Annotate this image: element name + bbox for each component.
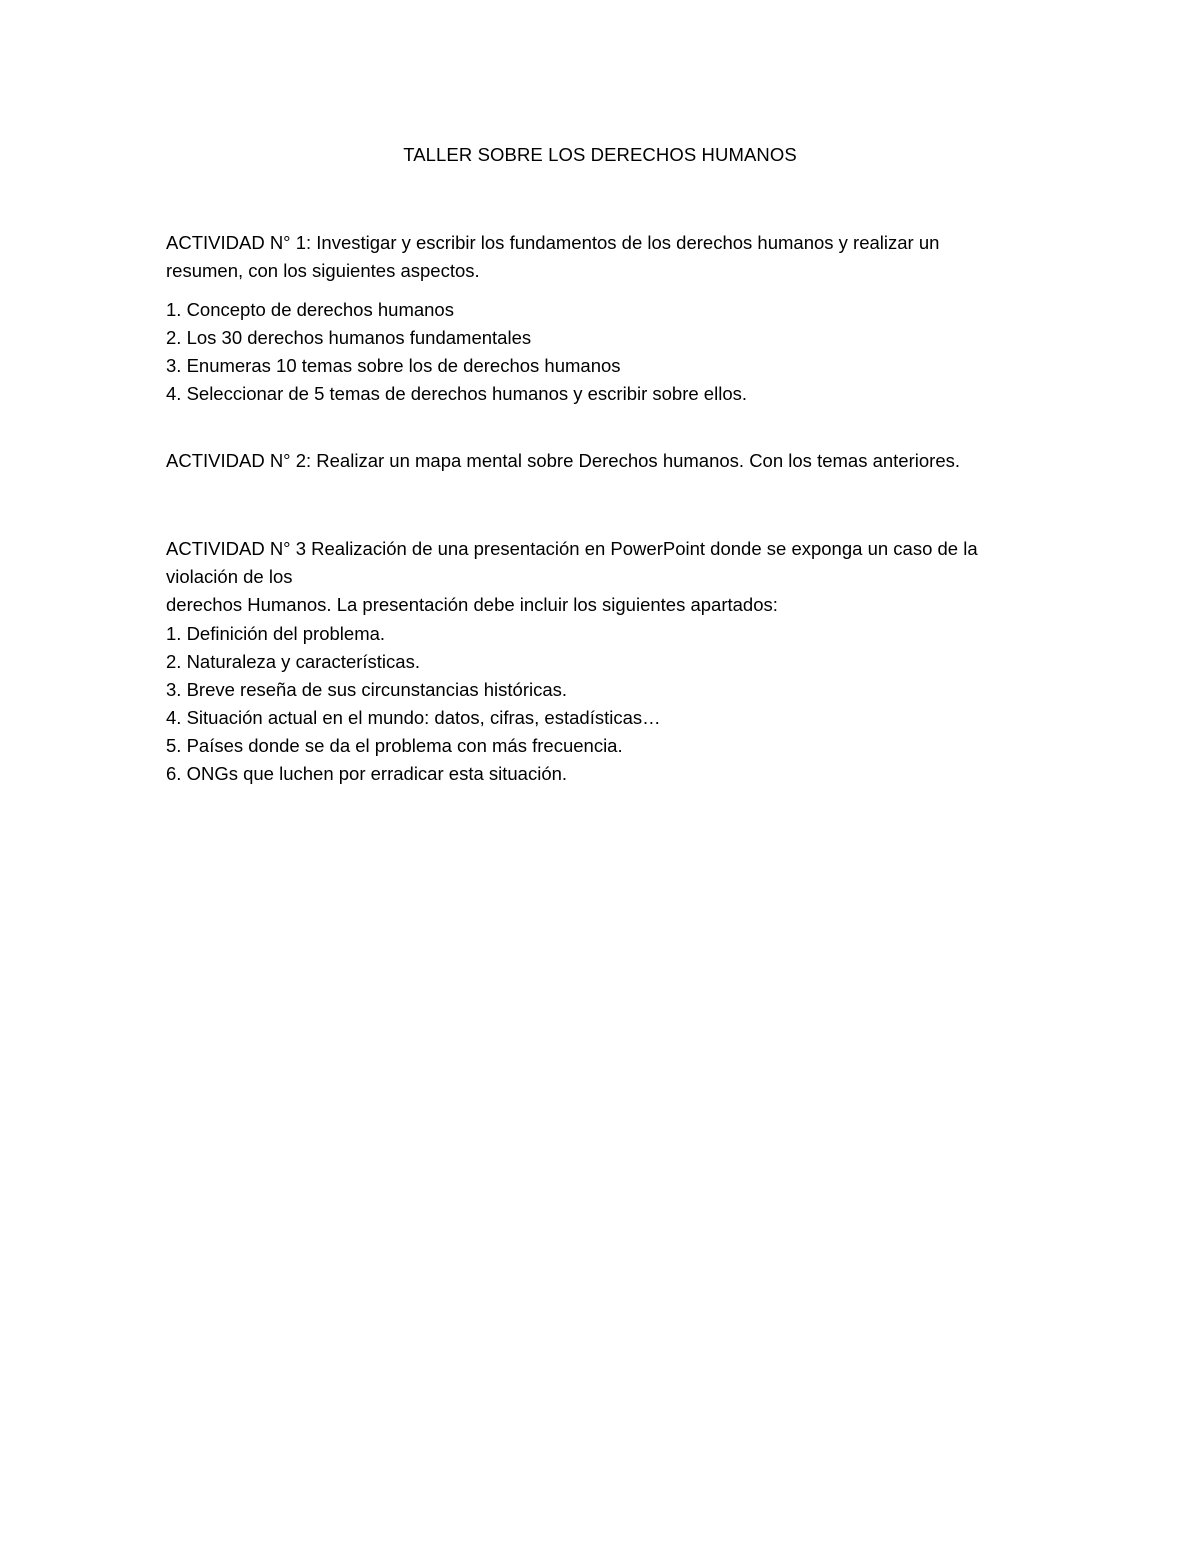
list-item: 4. Situación actual en el mundo: datos, cifras, estadísticas… xyxy=(166,707,661,728)
activity-3-intro-line: violación de los xyxy=(166,566,293,587)
activity-3-intro xyxy=(166,535,1046,619)
list-item: 4. Seleccionar de 5 temas de derechos humanos y escribir sobre ellos. xyxy=(166,383,747,404)
activity-2-text: ACTIVIDAD N° 2: Realizar un mapa mental sobre Derechos humanos. Con los temas anteriores. xyxy=(166,450,960,471)
activity-1-intro-line: resumen, con los siguientes aspectos. xyxy=(166,260,480,281)
activity-1-intro-line: ACTIVIDAD N° 1: Investigar y escribir los fundamentos de los derechos humanos y realizar un xyxy=(166,232,940,253)
list-item: 2. Los 30 derechos humanos fundamentales xyxy=(166,327,532,348)
list-item: 2. Naturaleza y características. xyxy=(166,651,420,672)
activity-2 xyxy=(166,447,1046,475)
activity-3-list xyxy=(166,620,1046,788)
list-item: 3. Breve reseña de sus circunstancias históricas. xyxy=(166,679,568,700)
activity-3-intro-line: derechos Humanos. La presentación debe incluir los siguientes apartados: xyxy=(166,594,778,615)
list-item: 6. ONGs que luchen por erradicar esta situación. xyxy=(166,763,568,784)
list-item: 1. Definición del problema. xyxy=(166,623,386,644)
document-title: TALLER SOBRE LOS DERECHOS HUMANOS xyxy=(403,144,797,165)
activity-1-intro xyxy=(166,229,1046,285)
activity-1-list xyxy=(166,296,1046,408)
list-item: 1. Concepto de derechos humanos xyxy=(166,299,454,320)
list-item: 5. Países donde se da el problema con más frecuencia. xyxy=(166,735,623,756)
activity-3-intro-line: ACTIVIDAD N° 3 Realización de una presentación en PowerPoint donde se exponga un caso de la xyxy=(166,538,978,559)
list-item: 3. Enumeras 10 temas sobre los de derechos humanos xyxy=(166,355,621,376)
